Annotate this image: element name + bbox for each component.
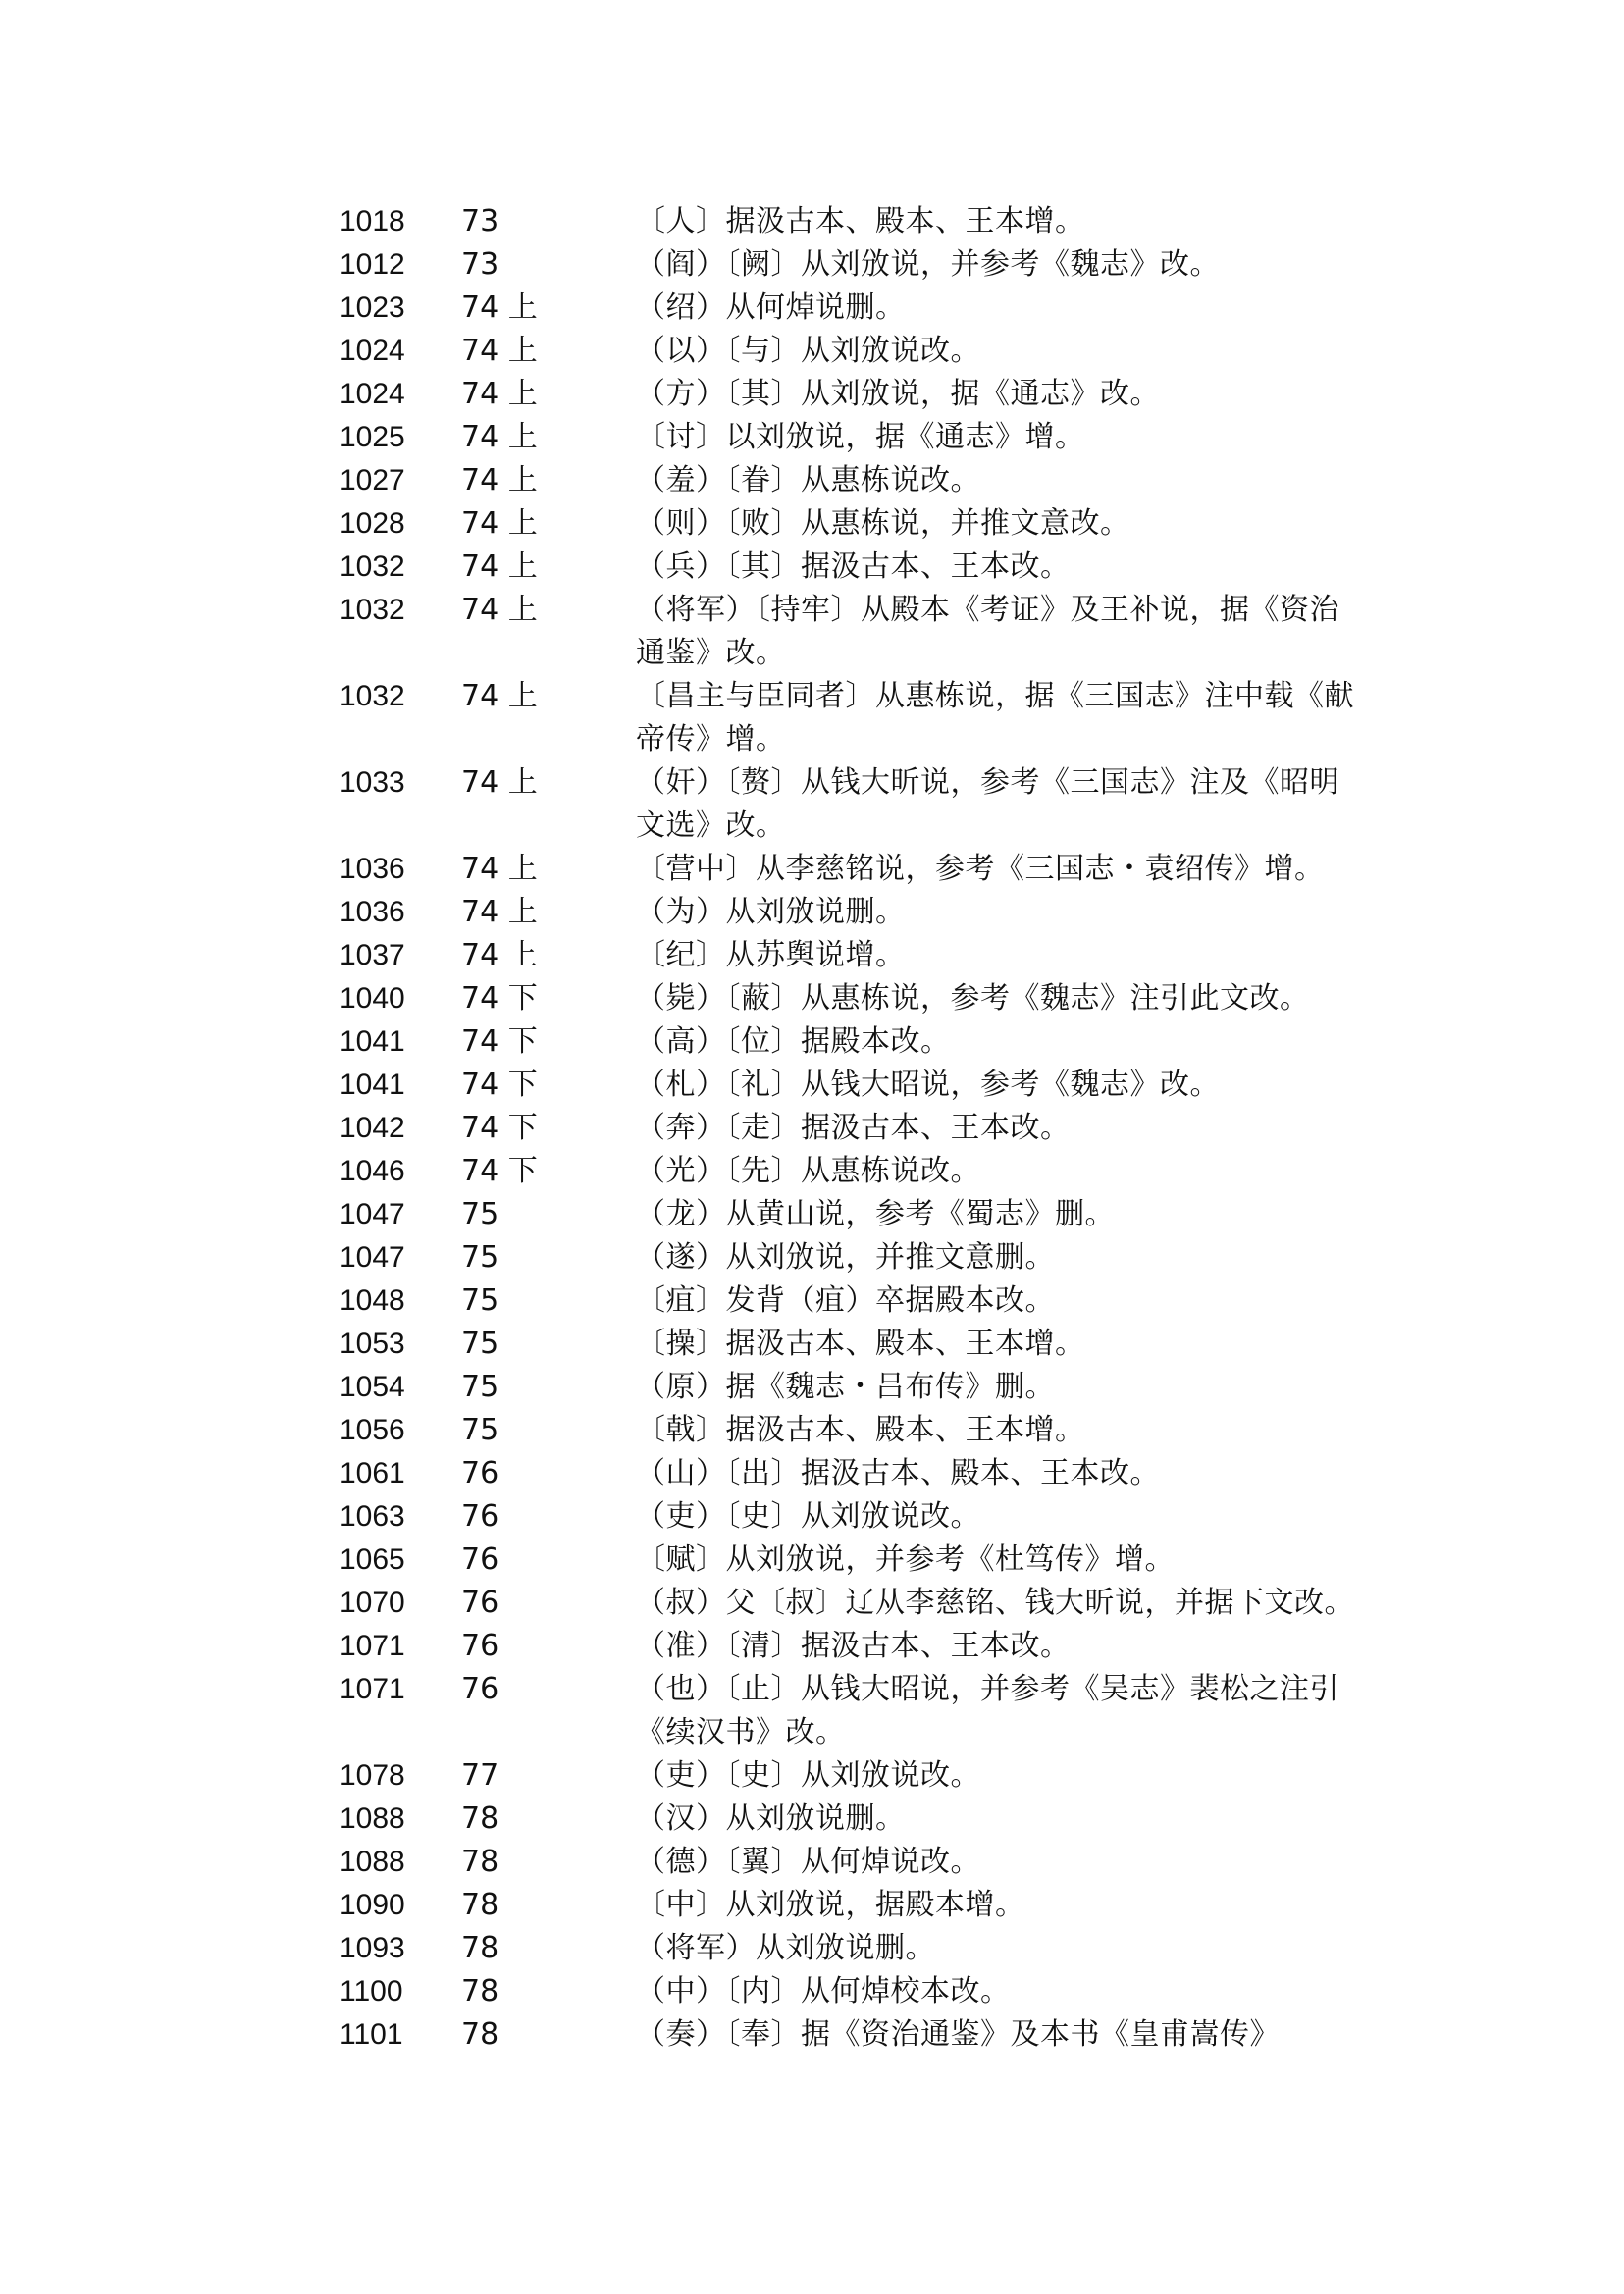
collation-note: 〔疽〕发背（疽）卒据殿本改。 [636, 1283, 1055, 1318]
note-row [0, 1150, 1624, 1193]
page-number: 1024 [340, 335, 405, 367]
page-number: 1071 [340, 1673, 405, 1705]
note-row [0, 1409, 1624, 1452]
page-number: 1071 [340, 1630, 405, 1662]
note-row [0, 891, 1624, 934]
page-number: 1028 [340, 507, 405, 540]
note-row [0, 675, 1624, 761]
volume-number: 78 [461, 1888, 499, 1922]
collation-note: （也）〔止〕从钱大昭说，并参考《吴志》裴松之注引《续汉书》改。 [636, 1672, 1339, 1749]
note-row [0, 1279, 1624, 1323]
page-number: 1056 [340, 1414, 405, 1446]
note-row [0, 589, 1624, 675]
note-row [0, 934, 1624, 977]
note-row [0, 200, 1624, 243]
note-row [0, 459, 1624, 502]
note-row [0, 1841, 1624, 1884]
volume-number: 76 [461, 1672, 499, 1706]
page-number: 1088 [340, 1802, 405, 1835]
page-number: 1032 [340, 680, 405, 712]
volume-number: 74 下 [461, 1068, 538, 1102]
page-number: 1012 [340, 248, 405, 281]
volume-number: 74 上 [461, 852, 538, 886]
page-number: 1024 [340, 378, 405, 410]
collation-note: （原）据《魏志・吕布传》删。 [636, 1370, 1055, 1404]
collation-note: （中）〔内〕从何焯校本改。 [636, 1974, 1011, 2008]
page-number: 1040 [340, 982, 405, 1015]
note-row [0, 1107, 1624, 1150]
collation-note: 〔戟〕据汲古本、殿本、王本增。 [636, 1413, 1085, 1447]
volume-number: 75 [461, 1370, 499, 1404]
note-row [0, 2013, 1624, 2057]
note-row [0, 848, 1624, 891]
volume-number: 76 [461, 1629, 499, 1663]
volume-number: 74 上 [461, 290, 538, 325]
note-row [0, 761, 1624, 848]
page-number: 1100 [340, 1975, 403, 2007]
collation-note: 〔中〕从刘攽说，据殿本增。 [636, 1888, 1025, 1922]
volume-number: 78 [461, 1801, 499, 1836]
page-number: 1061 [340, 1457, 405, 1489]
note-row [0, 977, 1624, 1020]
volume-number: 75 [461, 1240, 499, 1275]
note-row [0, 1323, 1624, 1366]
collation-note: （札）〔礼〕从钱大昭说，参考《魏志》改。 [636, 1068, 1220, 1102]
volume-number: 76 [461, 1456, 499, 1490]
collation-note: 〔操〕据汲古本、殿本、王本增。 [636, 1327, 1085, 1361]
page-number: 1078 [340, 1759, 405, 1792]
volume-number: 74 上 [461, 334, 538, 368]
volume-number: 74 下 [461, 1111, 538, 1145]
page-number: 1033 [340, 766, 405, 799]
volume-number: 73 [461, 247, 499, 282]
page-number: 1047 [340, 1198, 405, 1230]
collation-note: （将军）从刘攽说删。 [636, 1931, 935, 1965]
volume-number: 74 上 [461, 593, 538, 627]
collation-note: 〔昌主与臣同者〕从惠栋说，据《三国志》注中载《献帝传》增。 [636, 679, 1354, 756]
collation-note: （奸）〔赘〕从钱大昕说，参考《三国志》注及《昭明文选》改。 [636, 765, 1339, 843]
page-number: 1037 [340, 939, 405, 971]
collation-note: 〔赋〕从刘攽说，并参考《杜笃传》增。 [636, 1542, 1175, 1577]
collation-note: （高）〔位〕据殿本改。 [636, 1024, 951, 1059]
volume-number: 78 [461, 1974, 499, 2008]
collation-note: 〔纪〕从苏舆说增。 [636, 938, 906, 972]
volume-number: 76 [461, 1499, 499, 1534]
note-row [0, 1064, 1624, 1107]
note-row [0, 287, 1624, 330]
volume-number: 75 [461, 1197, 499, 1231]
collation-note: （阎）〔阙〕从刘攽说，并参考《魏志》改。 [636, 247, 1220, 282]
collation-note: （遂）从刘攽说，并推文意删。 [636, 1240, 1055, 1275]
collation-note: （汉）从刘攽说删。 [636, 1801, 906, 1836]
collation-note: （为）从刘攽说删。 [636, 895, 906, 929]
note-row [0, 1236, 1624, 1279]
volume-number: 74 下 [461, 1024, 538, 1059]
note-row [0, 1193, 1624, 1236]
page-number: 1041 [340, 1025, 405, 1058]
collation-note: （将军）〔持牢〕从殿本《考证》及王补说，据《资治通鉴》改。 [636, 593, 1339, 670]
collation-note: （奔）〔走〕据汲古本、王本改。 [636, 1111, 1071, 1145]
collation-note: 〔营中〕从李慈铭说，参考《三国志・袁绍传》增。 [636, 852, 1325, 886]
note-row [0, 243, 1624, 287]
page-number: 1048 [340, 1284, 405, 1317]
collation-note: 〔讨〕以刘攽说，据《通志》增。 [636, 420, 1085, 454]
note-row [0, 416, 1624, 459]
volume-number: 74 上 [461, 549, 538, 584]
volume-number: 78 [461, 2017, 499, 2052]
page-number: 1065 [340, 1543, 405, 1576]
volume-number: 74 上 [461, 765, 538, 800]
note-row [0, 1582, 1624, 1625]
volume-number: 75 [461, 1283, 499, 1318]
page-number: 1027 [340, 464, 405, 496]
collation-note: 〔人〕据汲古本、殿本、王本增。 [636, 204, 1085, 238]
page-number: 1054 [340, 1371, 405, 1403]
collation-note: （山）〔出〕据汲古本、殿本、王本改。 [636, 1456, 1160, 1490]
page-number: 1041 [340, 1069, 405, 1101]
volume-number: 74 下 [461, 1154, 538, 1188]
collation-note: （毙）〔蔽〕从惠栋说，参考《魏志》注引此文改。 [636, 981, 1310, 1016]
page-number: 1101 [340, 2018, 403, 2051]
collation-note: （兵）〔其〕据汲古本、王本改。 [636, 549, 1071, 584]
page-number: 1063 [340, 1500, 405, 1533]
page-number: 1023 [340, 291, 405, 324]
page-number: 1036 [340, 896, 405, 928]
page-number: 1047 [340, 1241, 405, 1274]
note-row [0, 330, 1624, 373]
note-row [0, 502, 1624, 546]
page-number: 1025 [340, 421, 405, 453]
volume-number: 76 [461, 1542, 499, 1577]
note-row [0, 1625, 1624, 1668]
collation-note: （德）〔翼〕从何焯说改。 [636, 1845, 980, 1879]
note-row [0, 1668, 1624, 1754]
page-number: 1070 [340, 1587, 405, 1619]
page-number: 1093 [340, 1932, 405, 1964]
collation-note: （吏）〔史〕从刘攽说改。 [636, 1499, 980, 1534]
page-number: 1032 [340, 594, 405, 626]
note-row [0, 1452, 1624, 1495]
volume-number: 74 上 [461, 377, 538, 411]
volume-number: 75 [461, 1327, 499, 1361]
volume-number: 74 上 [461, 895, 538, 929]
collation-note: （龙）从黄山说，参考《蜀志》删。 [636, 1197, 1115, 1231]
note-row [0, 1798, 1624, 1841]
volume-number: 74 上 [461, 506, 538, 541]
note-row [0, 373, 1624, 416]
note-row [0, 1970, 1624, 2013]
collation-note: （叔）父〔叔〕辽从李慈铭、钱大昕说，并据下文改。 [636, 1586, 1354, 1620]
note-row [0, 1884, 1624, 1927]
collation-note: （以）〔与〕从刘攽说改。 [636, 334, 980, 368]
note-row [0, 1927, 1624, 1970]
volume-number: 74 下 [461, 981, 538, 1016]
note-row [0, 1538, 1624, 1582]
volume-number: 76 [461, 1586, 499, 1620]
collation-note: （奏）〔奉〕据《资治通鉴》及本书《皇甫嵩传》 [636, 2017, 1280, 2052]
volume-number: 74 上 [461, 679, 538, 713]
collation-notes-list [0, 200, 1624, 2057]
note-row [0, 1020, 1624, 1064]
note-row [0, 546, 1624, 589]
note-row [0, 1495, 1624, 1538]
note-row [0, 1754, 1624, 1798]
page-number: 1090 [340, 1889, 405, 1921]
collation-note: （绍）从何焯说删。 [636, 290, 906, 325]
collation-note: （准）〔清〕据汲古本、王本改。 [636, 1629, 1071, 1663]
volume-number: 75 [461, 1413, 499, 1447]
volume-number: 74 上 [461, 938, 538, 972]
volume-number: 78 [461, 1931, 499, 1965]
volume-number: 77 [461, 1758, 499, 1793]
page-number: 1042 [340, 1112, 405, 1144]
collation-note: （羞）〔眷〕从惠栋说改。 [636, 463, 980, 497]
page-number: 1018 [340, 205, 405, 237]
volume-number: 74 上 [461, 463, 538, 497]
page-number: 1032 [340, 550, 405, 583]
collation-note: （方）〔其〕从刘攽说，据《通志》改。 [636, 377, 1160, 411]
collation-note: （光）〔先〕从惠栋说改。 [636, 1154, 980, 1188]
collation-note: （吏）〔史〕从刘攽说改。 [636, 1758, 980, 1793]
page-number: 1088 [340, 1846, 405, 1878]
volume-number: 78 [461, 1845, 499, 1879]
note-row [0, 1366, 1624, 1409]
collation-note: （则）〔败〕从惠栋说，并推文意改。 [636, 506, 1130, 541]
page-number: 1053 [340, 1328, 405, 1360]
volume-number: 73 [461, 204, 499, 238]
page-number: 1046 [340, 1155, 405, 1187]
page-number: 1036 [340, 853, 405, 885]
volume-number: 74 上 [461, 420, 538, 454]
